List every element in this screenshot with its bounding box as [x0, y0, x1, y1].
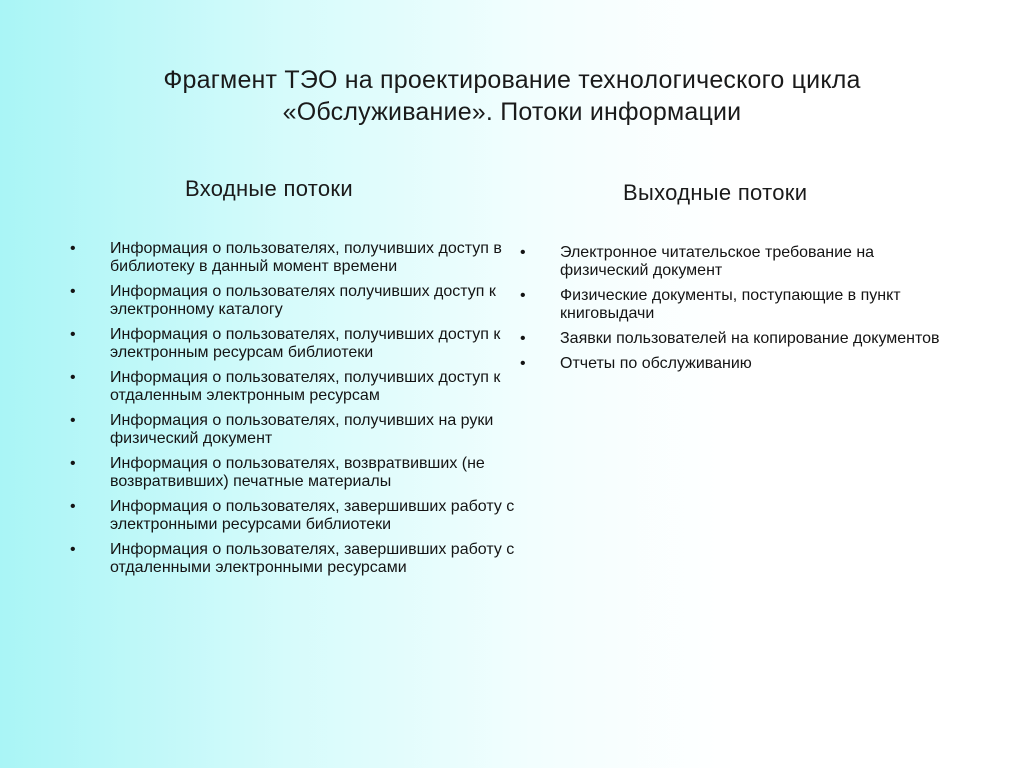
list-item — [70, 283, 515, 319]
bullet-icon: • — [520, 330, 526, 347]
list-item-text: Информация о пользователях, получивших на руки физический документ — [110, 412, 494, 447]
bullet-icon: • — [520, 355, 526, 372]
list-item-text: Физические документы, поступающие в пункт книговыдачи — [560, 287, 901, 322]
bullet-icon: • — [70, 455, 76, 472]
list-item — [70, 498, 515, 534]
list-item-text: Заявки пользователей на копирование документов — [560, 330, 940, 347]
list-item-text: Информация о пользователях, возвратвивших (не возвратвивших) печатные материалы — [110, 455, 485, 490]
list-item — [520, 355, 960, 373]
bullet-icon: • — [70, 240, 76, 257]
input-flows-list — [70, 240, 515, 584]
list-item — [70, 369, 515, 405]
bullet-icon: • — [70, 541, 76, 558]
list-item — [70, 326, 515, 362]
list-item-text: Информация о пользователях получивших доступ к электронному каталогу — [110, 283, 496, 318]
bullet-icon: • — [70, 326, 76, 343]
list-item-text: Информация о пользователях, завершивших работу с отдаленными электронными ресурсами — [110, 541, 515, 576]
slide-title — [60, 64, 964, 128]
bullet-icon: • — [70, 498, 76, 515]
output-flows-list — [520, 244, 960, 380]
input-flows-heading: Входные потоки — [185, 176, 353, 201]
bullet-icon: • — [520, 287, 526, 304]
list-item — [70, 455, 515, 491]
list-item — [520, 287, 960, 323]
bullet-icon: • — [70, 412, 76, 429]
list-item-text: Информация о пользователях, получивших доступ к отдаленным электронным ресурсам — [110, 369, 501, 404]
list-item-text: Отчеты по обслуживанию — [560, 355, 752, 372]
slide-title-line-2: «Обслуживание». Потоки информации — [282, 98, 742, 126]
list-item — [70, 240, 515, 276]
list-item — [520, 330, 960, 348]
output-flows-heading: Выходные потоки — [623, 180, 808, 205]
list-item — [70, 412, 515, 448]
bullet-icon: • — [70, 283, 76, 300]
list-item-text: Информация о пользователях, получивших доступ к электронным ресурсам библиотеки — [110, 326, 501, 361]
bullet-icon: • — [520, 244, 526, 261]
list-item — [520, 244, 960, 280]
list-item-text: Информация о пользователях, получивших доступ в библиотеку в данный момент времени — [110, 240, 502, 275]
list-item — [70, 541, 515, 577]
slide-title-line-1: Фрагмент ТЭО на проектирование технологического цикла — [163, 66, 861, 94]
list-item-text: Информация о пользователях, завершивших работу с электронными ресурсами библиотеки — [110, 498, 515, 533]
list-item-text: Электронное читательское требование на физический документ — [560, 244, 875, 279]
bullet-icon: • — [70, 369, 76, 386]
